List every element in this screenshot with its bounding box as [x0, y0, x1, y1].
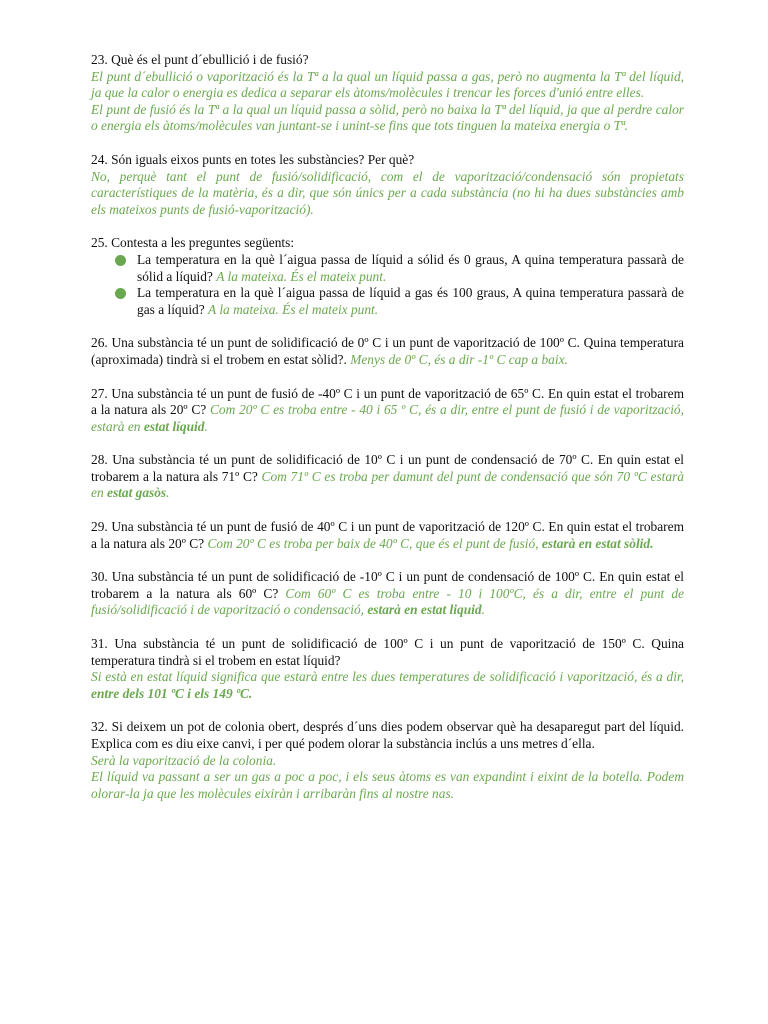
question-31-block [91, 636, 684, 702]
question-25-text: 25. Contesta a les preguntes següents: [91, 235, 295, 251]
answer-29: Com 20º C es troba per baix de 40º C, que és el punt de fusió, estarà en estat sòlid. [207, 535, 654, 551]
list-item-answer: A la mateixa. És el mateix punt. [208, 301, 379, 317]
question-32-block [91, 719, 684, 802]
question-27-block [91, 386, 684, 436]
question-26-block [91, 335, 684, 368]
list-item [91, 285, 684, 318]
answer-31: Si està en estat líquid significa que estarà entre les dues temperatures de solidificació i vaporització, és a dir, entre dels 101 ºC i els 149 ºC. [91, 669, 684, 701]
question-25-block [91, 235, 684, 318]
question-24-block [91, 152, 684, 218]
answer-27: Com 20º C es troba entre - 40 i 65 º C, és a dir, entre el punt de fusió i de vaporització, estarà en estat líquid. [91, 402, 684, 434]
answer-32-change: Serà la vaporització de la colonia. [91, 752, 277, 768]
question-29-block [91, 519, 684, 552]
question-23-block [91, 52, 684, 135]
question-29-text: 29. Una substància té un punt de fusió de 40º C i un punt de vaporització de 120º C. En quin estat el trobarem a la natura als 20º C? [91, 519, 684, 551]
answer-24: No, perquè tant el punt de fusió/solidificació, com el de vaporització/condensació són propietats característiques de la matèria, és a dir, que són únics per a cada substància (no hi ha dues substàncies amb els mateixos punts de fusió-vaporització). [91, 168, 684, 217]
question-25-list [91, 252, 684, 318]
answer-30-highlight: estarà en estat liquid [367, 602, 482, 618]
list-item-answer: A la mateixa. És el mateix punt. [216, 268, 387, 284]
answer-23-fusion: El punt de fusió és la Tª a la qual un líquid passa a sòlid, però no baixa la Tª del líquid, ja que al perdre calor o energia els àtoms/molècules van juntant-se i unint-se fins que tots tinguen la mateixa energia o Tª. [91, 101, 684, 134]
list-item [91, 252, 684, 285]
list-item-question: La temperatura en la què l´aigua passa de líquid a gas és 100 graus, A quina temperatura passarà de gas a líquid? [137, 285, 684, 317]
answer-30: Com 60º C es troba entre - 10 i 100ºC, és a dir, entre el punt de fusió/solidificació i de vaporització o condensació, estarà en estat liquid. [91, 585, 685, 618]
question-30-block [91, 569, 684, 619]
question-32-text: 32. Si deixem un pot de colonia obert, després d´uns dies podem observar què ha desaparegut part del líquid. Explica com es diu eixe canvi, i per qué podem olorar la substància inclús a uns metres d´ella. [91, 719, 684, 751]
answer-29-highlight: estarà en estat sòlid. [541, 535, 654, 551]
document-body [91, 52, 684, 819]
bullet-dot-icon [115, 255, 126, 266]
question-31-text: 31. Una substància té un punt de solidificació de 100º C i un punt de vaporització de 150º C. Quina temperatura tindrà si el trobem en estat líquid? [91, 636, 684, 668]
question-28-text: 28. Una substància té un punt de solidificació de 10º C i un punt de condensació de 70º C. En quin estat el trobarem a la natura als 71º C? [91, 452, 684, 484]
answer-32-explanation: El líquid va passant a ser un gas a poc a poc, i els seus àtoms es van expandint i eixint de la botella. Podem olorar-la ja que les molècules eixiràn i arribaràn fins al nostre nas. [91, 769, 684, 801]
question-24-text: 24. Són iguals eixos punts en totes les substàncies? Per què? [91, 151, 415, 167]
question-27-text: 27. Una substància té un punt de fusió de -40º C i un punt de vaporització de 65º C. En quin estat el trobarem a la natura als 20º C? [91, 385, 684, 418]
answer-26: Menys de 0º C, és a dir -1º C cap a baix. [350, 351, 568, 367]
answer-28: Com 71º C es troba per damunt del punt de condensació que són 70 ºC estarà en estat gasòs. [91, 468, 684, 501]
question-30-text: 30. Una substància té un punt de solidificació de -10º C i un punt de condensació de 100º C. En quin estat el trobarem a la natura als 60º C? [91, 569, 684, 601]
answer-27-highlight: estat líquid [143, 418, 205, 434]
answer-23-ebullition: El punt d´ebullició o vaporització és la Tª a la qual un líquid passa a gas, però no augmenta la Tª del líquid, ja que la calor o energia es dedica a separar els àtoms/molècules i trencar les forces d'unió entre elles. [91, 68, 684, 101]
question-26-text: 26. Una substància té un punt de solidificació de 0º C i un punt de vaporització de 100º C. Quina temperatura (aproximada) tindrà si el trobem en estat sòlid?. [91, 335, 684, 367]
question-28-block [91, 452, 684, 502]
question-23-text: 23. Què és el punt d´ebullició i de fusió? [91, 52, 309, 67]
answer-28-highlight: estat gasòs [107, 485, 167, 501]
list-item-question: La temperatura en la què l´aigua passa de líquid a sólid és 0 graus, A quina temperatura passarà de sólid a líquid? [137, 251, 684, 284]
answer-31-highlight: entre dels 101 ºC i els 149 ºC. [91, 685, 253, 701]
bullet-dot-icon [115, 288, 126, 299]
